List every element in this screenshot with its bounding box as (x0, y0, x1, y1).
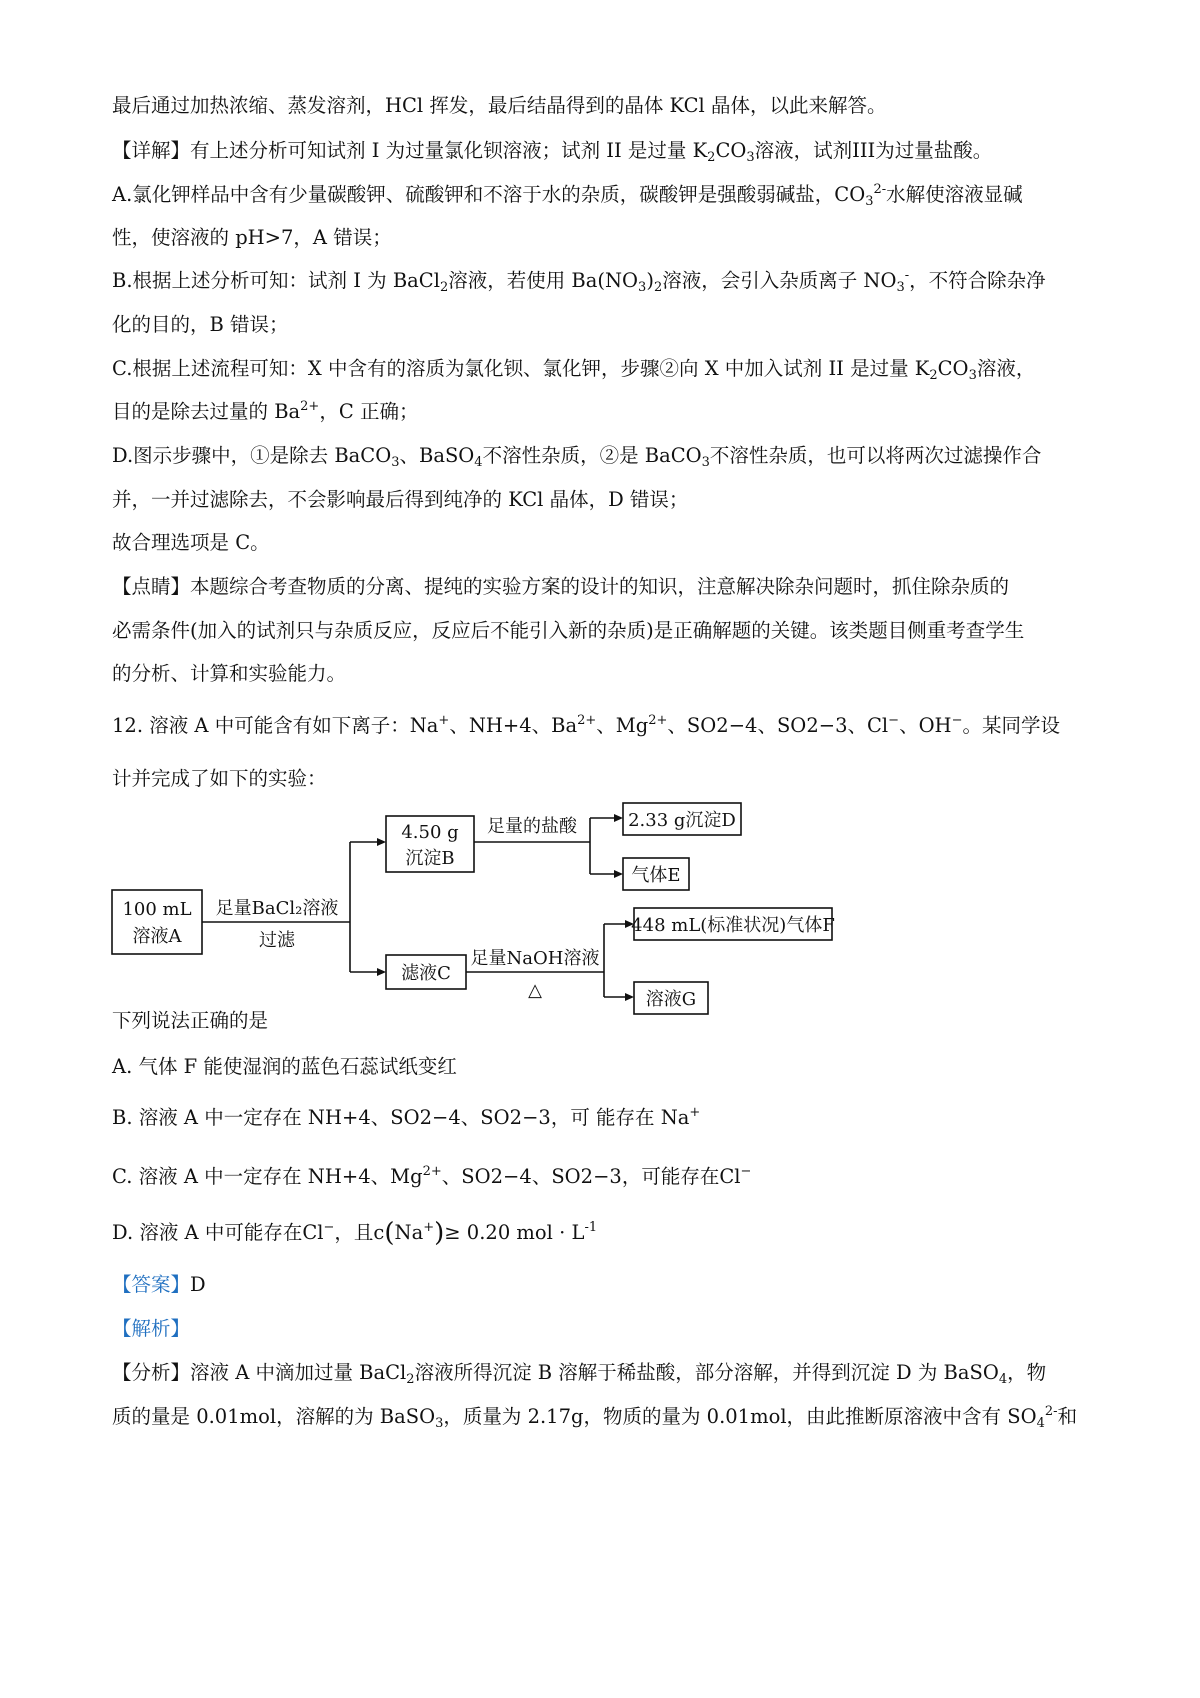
text-line: 化的目的，B 错误； (112, 313, 289, 336)
answer-line: 【答案】D (112, 1273, 206, 1296)
solution-g-label: 溶液G (645, 989, 697, 1010)
text-line: 【点睛】本题综合考查物质的分离、提纯的实验方案的设计的知识，注意解决除杂问题时，抓住除杂质的 (112, 575, 1010, 598)
acid-label: 足量的盐酸 (487, 816, 577, 837)
analysis-tag: 【解析】 (112, 1317, 191, 1340)
arrowhead (377, 838, 386, 846)
option-d: D. 溶液 A 中可能存在Cl−，且c(Na+)≥ 0.20 mol · $L^{-1}$ (112, 1218, 598, 1248)
text-line: C.根据上述流程可知：X 中含有的溶质为氯化钡、氯化钾，步骤②向 X 中加入试剂 II 是过量 $K_2CO_3$溶液， (112, 357, 1036, 383)
option-a: A. 气体 F 能使湿润的蓝色石蕊试纸变红 (112, 1055, 457, 1078)
question-prompt: 下列说法正确的是 (112, 1009, 269, 1032)
start-label-2: 溶液A (132, 926, 182, 947)
filter-label: 过滤 (259, 930, 295, 951)
gas-e-label: 气体E (631, 865, 681, 886)
reagent-bacl2: 足量BaCl₂溶液 (215, 898, 339, 919)
heat-symbol: △ (528, 980, 542, 1001)
text-line: 最后通过加热浓缩、蒸发溶剂，HCl 挥发，最后结晶得到的晶体 KCl 晶体，以此来解答。 (112, 94, 887, 117)
precipitate-d-label: 2.33 g沉淀D (628, 810, 736, 831)
flow-diagram (100, 800, 840, 1020)
filtrate-c-label: 滤液C (401, 963, 451, 984)
text-line: 并，一并过滤除去，不会影响最后得到纯净的 KCl 晶体，D 错误； (112, 488, 689, 511)
text-line: 的分析、计算和实验能力。 (112, 662, 347, 685)
option-b: B. 溶液 A 中一定存在 NH+4、SO2−4、SO2−3，可 能存在 Na+ (112, 1105, 701, 1129)
text-line: B.根据上述分析可知：试剂 I 为 BaCl$_2$溶液，若使用 $Ba(NO_3)_2$溶液，会引入杂质离子 $NO_3^-$，不符合除杂净 (112, 268, 1046, 295)
text-line: A.氯化钾样品中含有少量碳酸钾、硫酸钾和不溶于水的杂质，碳酸钾是强酸弱碱盐，$CO_3^{2-}$水解使溶液显碱 (112, 182, 1023, 209)
arrowhead (377, 968, 386, 976)
question-stem: 12. 溶液 A 中可能含有如下离子：Na+、NH+4、$Ba^{2+}$、$Mg^{2+}$、SO2−4、SO2−3、Cl−、OH−。某同学设 (112, 713, 1060, 737)
text-line: 故合理选项是 C。 (112, 531, 270, 554)
gas-f-label: 448 mL(标准状况)气体F (631, 915, 835, 936)
arrowhead (625, 993, 634, 1001)
analysis-line: 【分析】溶液 A 中滴加过量 BaCl$_2$溶液所得沉淀 B 溶解于稀盐酸，部分溶解，并得到沉淀 D 为 BaSO$_4$，物 (112, 1361, 1047, 1387)
text-line: 【详解】有上述分析可知试剂 I 为过量氯化钡溶液；试剂 II 是过量 $K_2CO_3$溶液，试剂III为过量盐酸。 (112, 139, 993, 165)
naoh-label: 足量NaOH溶液 (470, 948, 600, 969)
text-line: 必需条件(加入的试剂只与杂质反应，反应后不能引入新的杂质)是正确解题的关键。该类题目侧重考查学生 (112, 619, 1025, 642)
arrowhead (614, 870, 623, 878)
arrowhead (614, 814, 623, 822)
text-line: 性，使溶液的 pH>7，A 错误； (112, 226, 392, 249)
analysis-line: 质的量是 0.01mol，溶解的为 BaSO$_3$，质量为 2.17g，物质的量为 0.01mol，由此推断原溶液中含有 $SO_4^{2-}$和 (112, 1404, 1078, 1431)
option-c: C. 溶液 A 中一定存在 NH+4、$Mg^{2+}$、SO2−4、SO2−3，可能存在Cl− (112, 1164, 752, 1188)
ppt-b-label-1: 4.50 g (401, 822, 459, 843)
question-stem: 计并完成了如下的实验： (112, 767, 327, 790)
ppt-b-label-2: 沉淀B (405, 848, 455, 869)
start-label-1: 100 mL (122, 899, 192, 920)
text-line: D.图示步骤中，①是除去 BaCO$_3$、BaSO$_4$不溶性杂质，②是 BaCO$_3$不溶性杂质，也可以将两次过滤操作合 (112, 444, 1042, 470)
text-line: 目的是除去过量的 $Ba^{2+}$，C 正确； (112, 399, 419, 423)
